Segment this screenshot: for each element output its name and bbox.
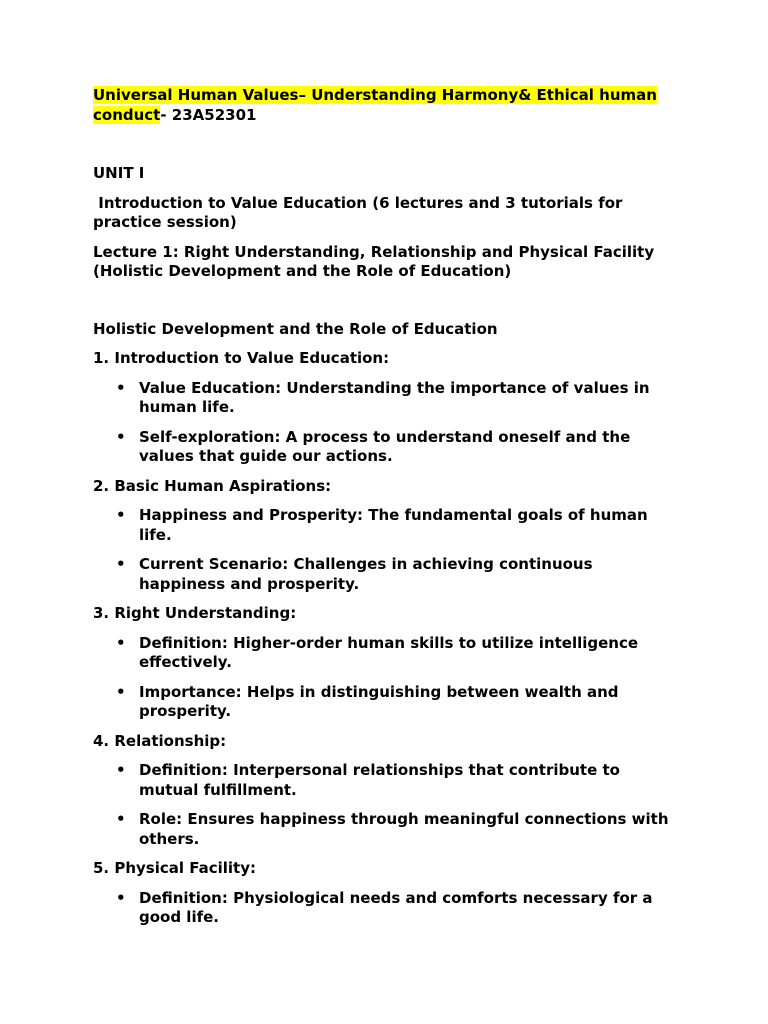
section-title: 3. Right Understanding:: [93, 604, 297, 622]
unit-intro: Introduction to Value Education (6 lectures and 3 tutorials for practice session): [93, 193, 628, 231]
list-item: [93, 506, 683, 545]
list-item-text: Definition: Higher-order human skills to utilize intelligence effectively.: [139, 633, 639, 671]
document-title: [93, 86, 683, 125]
list-item: [93, 810, 683, 849]
title-highlighted: Universal Human Values– Understanding Harmony& Ethical human conduct: [93, 86, 657, 124]
bullet-icon: •: [116, 378, 126, 397]
list-item-text: Self-exploration: A process to understand oneself and the values that guide our actions.: [139, 427, 631, 465]
list-item: [93, 683, 683, 722]
section-title: 2. Basic Human Aspirations:: [93, 476, 332, 495]
bullet-icon: •: [116, 427, 126, 446]
list-item: [93, 379, 683, 418]
bullet-icon: •: [116, 506, 126, 524]
list-item-text: Definition: Interpersonal relationships that contribute to mutual fulfillment.: [139, 761, 620, 799]
course-code: - 23A52301: [160, 105, 257, 124]
lecture-title: Lecture 1: Right Understanding, Relationship and Physical Facility (Holistic Development and the Role of Education): [93, 242, 655, 280]
section-title: 4. Relationship:: [93, 731, 227, 750]
bullet-list: [93, 634, 683, 722]
bullet-list: [93, 379, 683, 467]
list-item-text: Value Education: Understanding the importance of values in human life.: [139, 378, 650, 416]
list-item-text: Importance: Helps in distinguishing between wealth and prosperity.: [139, 682, 619, 720]
bullet-icon: •: [116, 810, 126, 828]
bullet-list: [93, 761, 683, 849]
unit-heading: UNIT I: [93, 164, 145, 182]
list-item: [93, 428, 683, 467]
sections-list: [93, 349, 683, 928]
bullet-icon: •: [116, 761, 126, 779]
bullet-icon: •: [116, 682, 126, 701]
list-item-text: Happiness and Prosperity: The fundamental goals of human life.: [139, 506, 648, 544]
list-item-text: Definition: Physiological needs and comforts necessary for a good life.: [139, 888, 653, 926]
list-item-text: Current Scenario: Challenges in achieving continuous happiness and prosperity.: [139, 555, 593, 593]
document-page: [93, 86, 683, 928]
list-item: [93, 761, 683, 800]
bullet-icon: •: [116, 633, 126, 652]
list-item: [93, 889, 683, 928]
list-item-text: Role: Ensures happiness through meaningful connections with others.: [139, 810, 669, 848]
bullet-list: [93, 506, 683, 594]
bullet-list: [93, 889, 683, 928]
section-title: 5. Physical Facility:: [93, 859, 257, 877]
bullet-icon: •: [116, 888, 126, 907]
bullet-icon: •: [116, 555, 126, 573]
list-item: [93, 634, 683, 673]
list-item: [93, 555, 683, 594]
section-title: 1. Introduction to Value Education:: [93, 349, 390, 367]
section-heading: Holistic Development and the Role of Education: [93, 319, 498, 338]
